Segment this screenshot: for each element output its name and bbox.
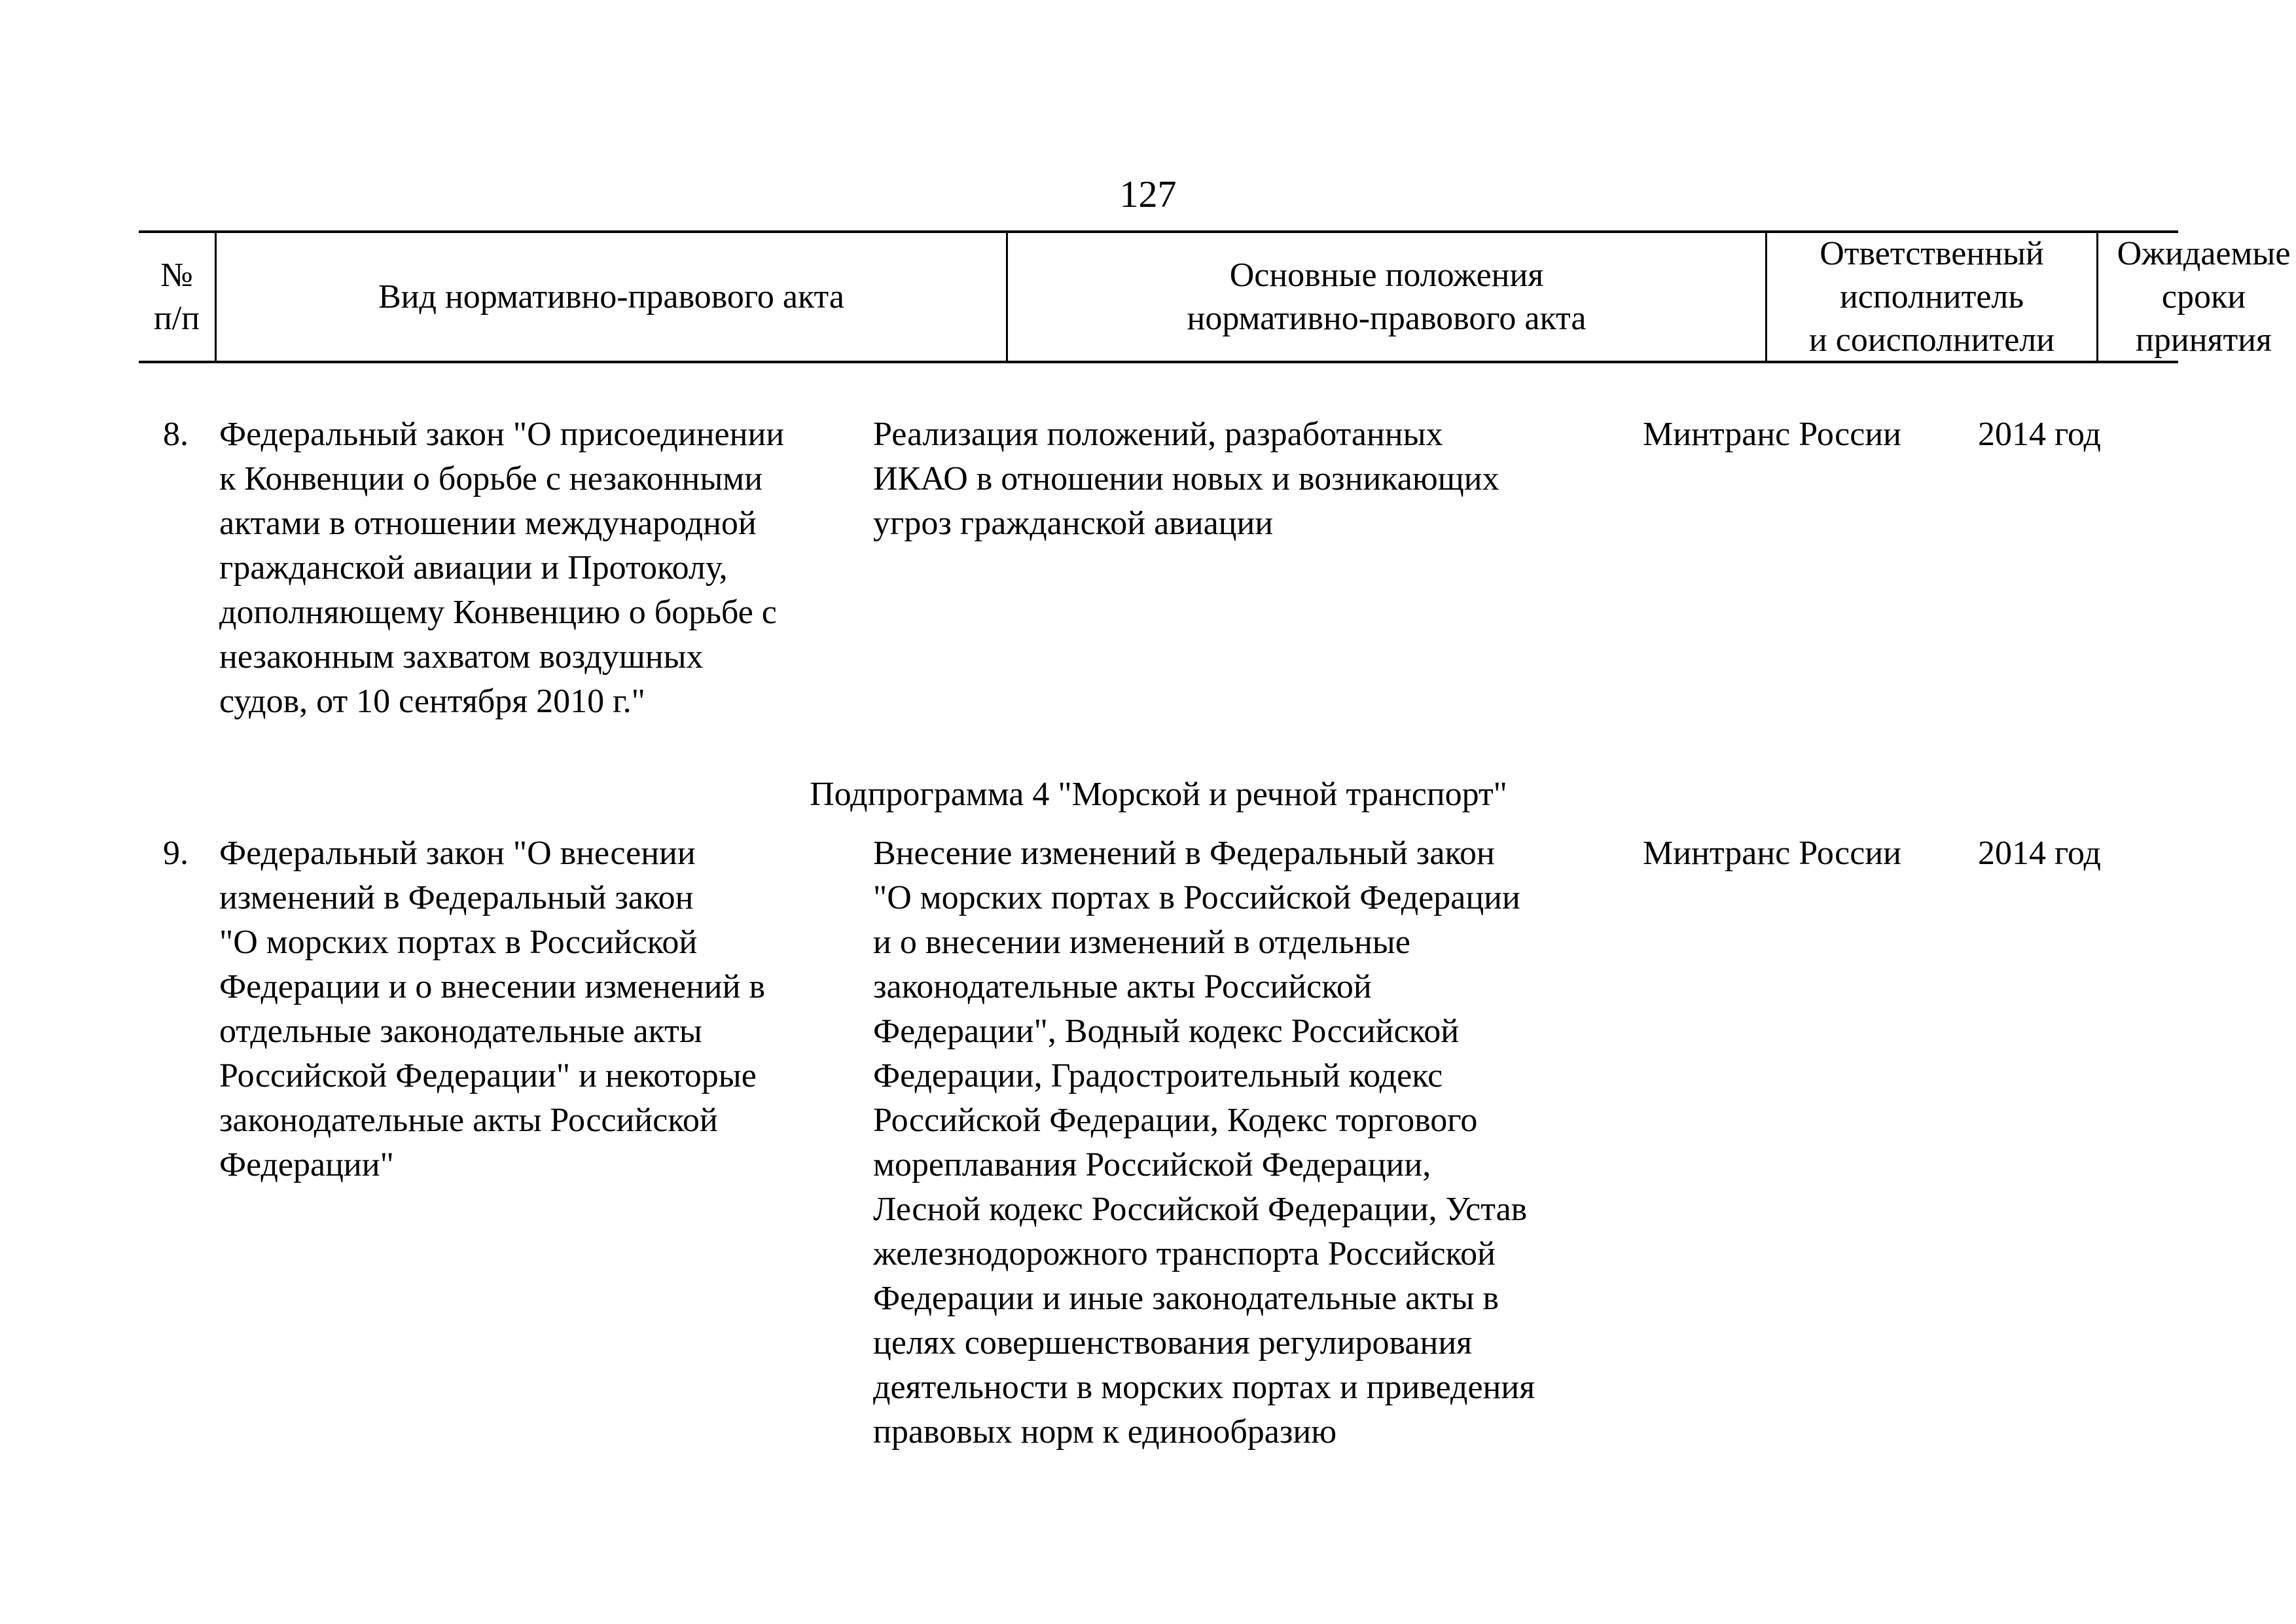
row-number: 8. <box>163 416 188 453</box>
row-act-type: Федеральный закон "О внесении изменений в Федеральный закон "О морских портах в Российской Федерации и о внесении изменений в отдельные законодательные акты Российской Федерации" и некоторые законодательные акты Российской Федерации" <box>219 835 766 1183</box>
page-number: 127 <box>1119 173 1177 215</box>
row-deadline: 2014 год <box>1978 835 2101 872</box>
row-provisions: Внесение изменений в Федеральный закон "О морских портах в Российской Федерации и о внесении изменений в отдельные законодательные акты Российской Федерации", Водный кодекс Российской Федерации, Градостроительный кодекс Российской Федерации, Кодекс торгового мореплавания Российской Федерации, Лесной кодекс Российской Федерации, Устав железнодорожного транспорта Российской Федерации и иные законодательные акты в целях совершенствования регулирования деятельности в морских портах и приведения правовых норм к единообразию <box>873 835 1535 1451</box>
row-responsible: Минтранс России <box>1643 416 1901 453</box>
table-row <box>139 831 2178 1460</box>
row-responsible: Минтранс России <box>1643 835 1901 872</box>
row-number: 9. <box>163 835 188 872</box>
legal-acts-table <box>139 230 2291 1451</box>
header-provisions: Основные положения нормативно-правового акта <box>1006 233 1765 361</box>
header-responsible: Ответственный исполнитель и соисполнители <box>1765 233 2096 361</box>
row-deadline: 2014 год <box>1978 416 2101 453</box>
row-act-type: Федеральный закон "О присоединении к Конвенции о борьбе с незаконными актами в отношении международной гражданской авиации и Протоколу, дополняющему Конвенцию о борьбе с незаконным захватом воздушных судов, от 10 сентября 2010 г." <box>219 416 785 720</box>
header-act-type: Вид нормативно-правового акта <box>215 233 1006 361</box>
table-row <box>139 412 2178 727</box>
table-header <box>139 230 2291 363</box>
section-title: Подпрограмма 4 "Морской и речной транспорт" <box>810 776 1507 813</box>
header-number: № п/п <box>153 256 200 337</box>
row-provisions: Реализация положений, разработанных ИКАО в отношении новых и возникающих угроз гражданской авиации <box>873 416 1499 542</box>
header-deadline: Ожидаемые сроки принятия <box>2096 233 2296 361</box>
